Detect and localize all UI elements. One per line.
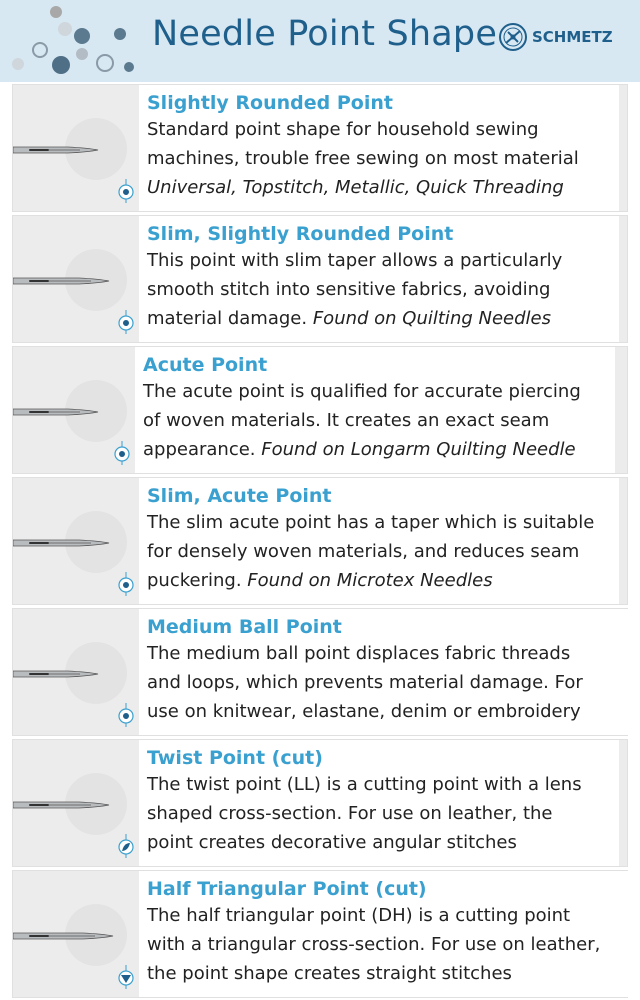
card-body xyxy=(139,216,619,342)
needle-card xyxy=(12,739,628,867)
description-tail: appearance. xyxy=(143,439,262,460)
round-cross-section-icon xyxy=(113,441,131,465)
card-body xyxy=(139,478,619,604)
triangle-cross-section-icon xyxy=(117,965,135,989)
needle-card xyxy=(12,346,628,474)
needle-illustration xyxy=(13,273,123,292)
needle-illustration xyxy=(13,797,123,816)
decor-bubble xyxy=(58,22,72,36)
description-line: for densely woven materials, and reduces seam xyxy=(147,541,580,562)
needle-illustration xyxy=(13,142,123,161)
decor-bubble xyxy=(12,58,24,70)
description-line: of woven materials. It creates an exact seam xyxy=(143,410,550,431)
decor-bubble xyxy=(124,62,134,72)
description-line xyxy=(147,566,619,595)
card-body xyxy=(139,609,629,735)
needle-card xyxy=(12,608,628,736)
needle-illustration xyxy=(13,535,123,554)
description-line: The acute point is qualified for accurate piercing xyxy=(143,381,581,402)
description-line: and loops, which prevents material damage. For xyxy=(147,672,583,693)
schmetz-emblem-icon xyxy=(498,22,528,52)
card-body xyxy=(139,85,619,211)
needle-card xyxy=(12,870,628,998)
needle-usage-note: Universal, Topstitch, Metallic, Quick Threading xyxy=(147,177,564,198)
card-body xyxy=(139,871,629,997)
point-type-title: Half Triangular Point (cut) xyxy=(147,878,427,900)
description-line: The slim acute point has a taper which is suitable xyxy=(147,512,595,533)
header-banner xyxy=(0,0,640,82)
needle-card xyxy=(12,215,628,343)
point-type-title: Twist Point (cut) xyxy=(147,747,323,769)
description-line: with a triangular cross-section. For use on leather, xyxy=(147,934,601,955)
description-line xyxy=(147,173,619,202)
description-line: The half triangular point (DH) is a cutting point xyxy=(147,905,571,926)
needle-illustration xyxy=(13,928,123,947)
needle-usage-note: Found on Quilting Needles xyxy=(312,308,551,329)
needle-card xyxy=(12,84,628,212)
description-line: This point with slim taper allows a particularly xyxy=(147,250,563,271)
decor-bubble xyxy=(114,28,126,40)
decor-bubble xyxy=(76,48,88,60)
brand-logo xyxy=(498,22,613,52)
decor-bubble xyxy=(32,42,48,58)
description-line xyxy=(147,304,619,333)
description-line: use on knitwear, elastane, denim or embroidery xyxy=(147,701,581,722)
description-line: Standard point shape for household sewing xyxy=(147,119,539,140)
point-type-title: Slim, Acute Point xyxy=(147,485,332,507)
description-line: the point shape creates straight stitches xyxy=(147,963,512,984)
decor-bubble xyxy=(96,54,114,72)
page-title: Needle Point Shape xyxy=(152,14,498,54)
description-tail: material damage. xyxy=(147,308,313,329)
needle-card xyxy=(12,477,628,605)
round-cross-section-icon xyxy=(117,703,135,727)
description-line: smooth stitch into sensitive fabrics, avoiding xyxy=(147,279,551,300)
card-body xyxy=(135,347,615,473)
needle-usage-note: Found on Longarm Quilting Needle xyxy=(261,439,576,460)
round-cross-section-icon xyxy=(117,179,135,203)
needle-illustration xyxy=(13,666,123,685)
round-cross-section-icon xyxy=(117,310,135,334)
decor-bubble xyxy=(52,56,70,74)
point-type-title: Slightly Rounded Point xyxy=(147,92,393,114)
description-line: The medium ball point displaces fabric threads xyxy=(147,643,571,664)
point-type-title: Acute Point xyxy=(143,354,268,376)
description-line: point creates decorative angular stitches xyxy=(147,832,517,853)
brand-name: SCHMETZ xyxy=(532,28,613,46)
description-line: The twist point (LL) is a cutting point with a lens xyxy=(147,774,582,795)
lens-cross-section-icon xyxy=(117,834,135,858)
description-line: shaped cross-section. For use on leather, the xyxy=(147,803,553,824)
description-tail: puckering. xyxy=(147,570,248,591)
needle-illustration xyxy=(13,404,123,423)
description-line xyxy=(143,435,615,464)
card-body xyxy=(139,740,619,866)
needle-usage-note: Found on Microtex Needles xyxy=(247,570,493,591)
point-type-title: Medium Ball Point xyxy=(147,616,342,638)
round-cross-section-icon xyxy=(117,572,135,596)
point-type-title: Slim, Slightly Rounded Point xyxy=(147,223,454,245)
description-line: machines, trouble free sewing on most material xyxy=(147,148,579,169)
decor-bubble xyxy=(50,6,62,18)
decor-bubble xyxy=(74,28,90,44)
